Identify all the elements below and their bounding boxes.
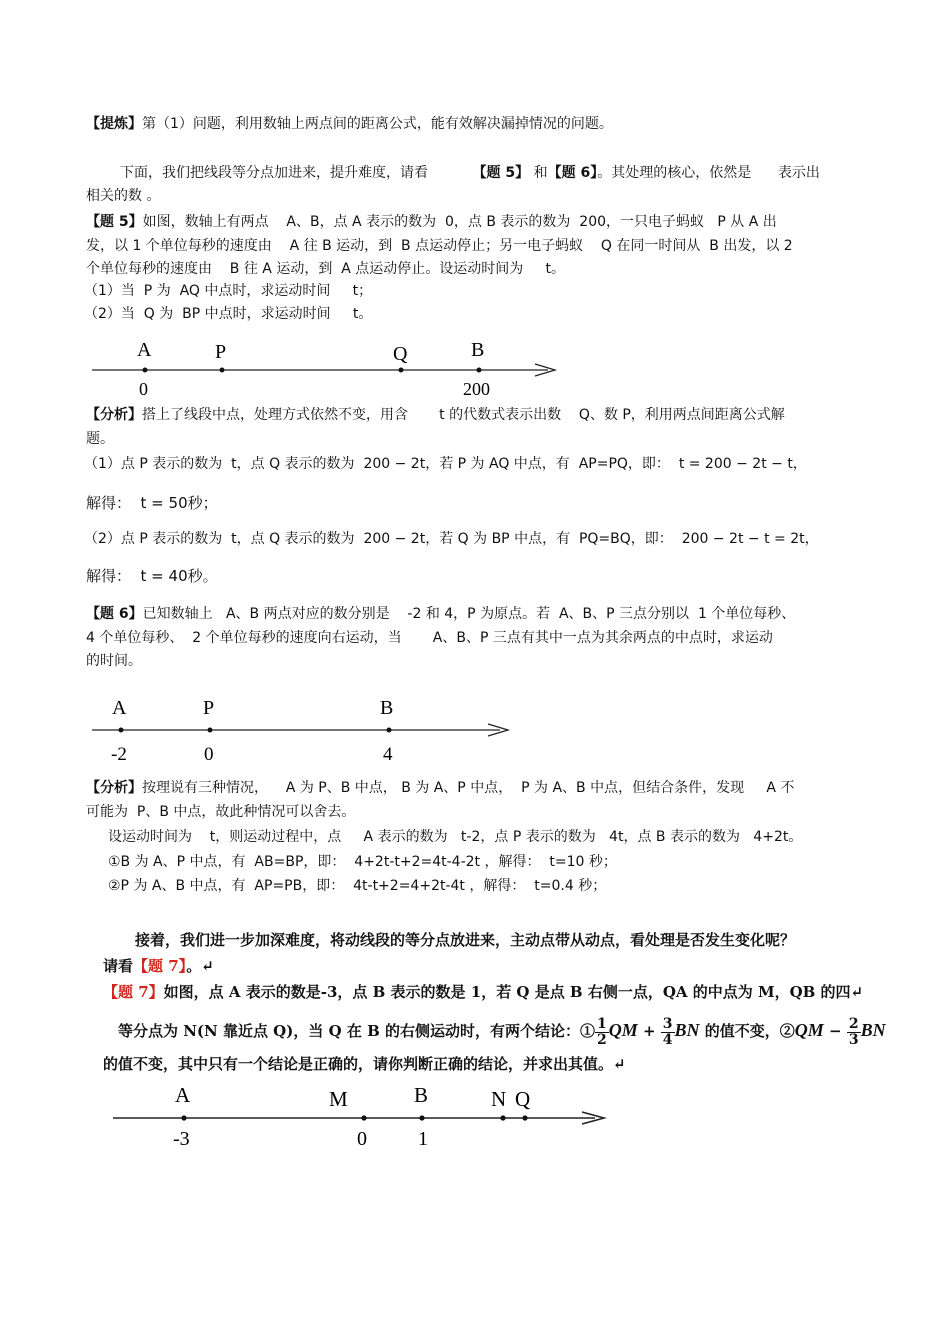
- number-line-1: [0, 335, 950, 405]
- a6-line5: ②P 为 A、B 中点，有 AP=PB，即： 4t-t+2=4+2t-4t ，解得： t=0.4 秒；: [108, 878, 607, 894]
- q5-line1: [86, 212, 777, 232]
- axis1-point-q: [399, 368, 404, 373]
- axis3-label-q: Q: [515, 1087, 531, 1111]
- a5-text1: 搭上了线段中点，处理方式依然不变，用含 t 的代数式表示出数 Q、数 P，利用两点间距离公式解: [142, 407, 785, 423]
- axis2-label-b: B: [380, 697, 394, 719]
- axis2-point-p: [208, 728, 213, 733]
- q6-line2: 4 个单位每秒、 2 个单位每秒的速度向右运动，当 A、B、P 三点有其中一点为其余两点的中点时，求运动: [86, 630, 773, 646]
- intro-q6-ref: 【题 6】: [547, 165, 598, 181]
- plus-sign: +: [637, 1022, 661, 1040]
- axis3-point-n: [500, 1115, 505, 1120]
- axis1-label-a: A: [137, 339, 152, 361]
- sec7-end: 。↵: [186, 957, 214, 975]
- sec7-line5: 的值不变，其中只有一个结论是正确的，请你判断正确的结论，并求出其值。↵: [103, 1055, 626, 1073]
- q5-sub2: （2）当 Q 为 BP 中点时，求运动时间 t。: [84, 306, 373, 322]
- fraction-three-quarters: [661, 1017, 675, 1048]
- a5-r2: 解得： t = 40秒。: [86, 567, 218, 585]
- axis1-point-a: [143, 368, 148, 373]
- sec7-see: 请看: [103, 957, 134, 975]
- tilian-text: 第（1）问题，利用数轴上两点间的距离公式，能有效解决漏掉情况的问题。: [142, 116, 613, 132]
- frac3-num: 2: [848, 1015, 859, 1032]
- a5-p1: （1）点 P 表示的数为 t，点 Q 表示的数为 200 − 2t，若 P 为 AQ 中点，有 AP=PQ，即： t = 200 − 2t − t，: [84, 456, 807, 472]
- a6-tag: 【分析】: [86, 780, 142, 796]
- qm-term: QM: [608, 1020, 638, 1040]
- sec7-line4: [118, 1012, 886, 1049]
- intro-line1: [120, 163, 820, 183]
- axis3-label-n: N: [491, 1087, 507, 1111]
- q5-text1: 如图，数轴上有两点 A、B，点 A 表示的数为 0，点 B 表示的数为 200，一只电子蚂蚁 P 从 A 出: [142, 214, 777, 230]
- minus-sign: −: [823, 1022, 847, 1040]
- fraction-one-half: [595, 1017, 609, 1048]
- q7-text1: 如图，点 A 表示的数是-3，点 B 表示的数是 1，若 Q 是点 B 右侧一点，QA 的中点为 M，QB 的四↵: [163, 983, 864, 1001]
- axis2-point-a: [119, 728, 124, 733]
- a6-line1: [86, 778, 794, 798]
- intro-tail: 。其处理的核心，依然是 表示出: [597, 165, 820, 181]
- intro-and: 和: [533, 165, 548, 181]
- a5-line1: [86, 405, 785, 425]
- axis1-point-b: [477, 368, 482, 373]
- frac2-den: 4: [662, 1031, 673, 1048]
- q6-line3: 的时间。: [86, 653, 142, 669]
- q5-sub1: （1）当 P 为 AQ 中点时，求运动时间 t；: [84, 283, 373, 299]
- axis3-value-a: -3: [173, 1128, 190, 1150]
- axis1-label-q: Q: [393, 343, 408, 365]
- axis3-label-b: B: [414, 1083, 429, 1107]
- fraction-two-thirds: [847, 1017, 861, 1048]
- tilian-line: [86, 114, 613, 134]
- q7-text2: 等分点为 N(N 靠近点 Q)，当 Q 在 B 的右侧运动时，有两个结论：①: [118, 1022, 595, 1040]
- frac1-num: 1: [597, 1015, 607, 1032]
- number-line-3: [0, 1080, 950, 1160]
- a5-r1: 解得： t = 50秒；: [86, 494, 218, 512]
- sec7-q7-ref: 【题 7】: [133, 957, 187, 975]
- a5-tag: 【分析】: [86, 407, 142, 423]
- q6-line1: [86, 604, 795, 624]
- axis3-value-b: 1: [418, 1128, 428, 1150]
- axis2-value-a: -2: [111, 744, 127, 765]
- sec7-line3: [103, 982, 863, 1002]
- sec7-line2: [103, 956, 214, 976]
- axis1-value-a: 0: [139, 379, 148, 399]
- axis3-label-a: A: [175, 1083, 191, 1107]
- a5-line2: 题。: [86, 431, 114, 447]
- frac3-den: 3: [848, 1031, 859, 1048]
- a6-line3: 设运动时间为 t，则运动过程中，点 A 表示的数为 t-2，点 P 表示的数为 4t，点 B 表示的数为 4+2t。: [108, 829, 803, 845]
- axis2-value-b: 4: [383, 744, 393, 765]
- q5-tag: 【题 5】: [86, 214, 143, 230]
- bn-term-2: BN: [860, 1020, 886, 1040]
- axis2-label-p: P: [203, 697, 215, 719]
- axis2-point-b: [387, 728, 392, 733]
- axis3-point-b: [419, 1115, 424, 1120]
- q6-tag: 【题 6】: [86, 606, 143, 622]
- bn-term: BN: [674, 1020, 700, 1040]
- sec7-line1: 接着，我们进一步加深难度，将动线段的等分点放进来，主动点带从动点，看处理是否发生变化呢？: [135, 931, 796, 949]
- number-line-2: [0, 690, 950, 770]
- axis2-value-p: 0: [204, 744, 214, 765]
- tilian-tag: 【提炼】: [86, 116, 142, 132]
- intro-q5-ref: 【题 5】: [472, 165, 530, 181]
- axis3-point-q: [522, 1115, 527, 1120]
- q6-text1: 已知数轴上 A、B 两点对应的数分别是 -2 和 4，P 为原点。若 A、B、P 三点分别以 1 个单位每秒、: [142, 606, 796, 622]
- frac1-den: 2: [597, 1031, 607, 1048]
- q7-tag: 【题 7】: [103, 983, 164, 1001]
- axis2-label-a: A: [112, 697, 127, 719]
- axis1-label-b: B: [471, 339, 485, 361]
- axis3-value-m: 0: [357, 1128, 367, 1150]
- intro-text: 下面，我们把线段等分点加进来，提升难度，请看: [120, 165, 428, 181]
- q5-line2: 发，以 1 个单位每秒的速度由 A 往 B 运动，到 B 点运动停止；另一电子蚂蚁 Q 在同一时间从 B 出发，以 2: [86, 238, 793, 254]
- a5-p2: （2）点 P 表示的数为 t，点 Q 表示的数为 200 − 2t，若 Q 为 BP 中点，有 PQ=BQ，即： 200 − 2t − t = 2t，: [84, 531, 819, 547]
- a6-text1: 按理说有三种情况， A 为 P、B 中点， B 为 A、P 中点， P 为 A、B 中点，但结合条件，发现 A 不: [142, 780, 795, 796]
- frac2-num: 3: [662, 1015, 673, 1032]
- axis1-point-p: [220, 368, 225, 373]
- qm-term-2: QM: [794, 1020, 824, 1040]
- q7-text3: 的值不变，②: [699, 1022, 795, 1040]
- a6-line4: ①B 为 A、P 中点，有 AB=BP，即： 4+2t-t+2=4t-4-2t ，解得： t=10 秒；: [108, 854, 617, 870]
- q5-line3: 个单位每秒的速度由 B 往 A 运动，到 A 点运动停止。设运动时间为 t。: [86, 261, 565, 277]
- axis1-label-p: P: [215, 341, 227, 363]
- axis3-label-m: M: [329, 1087, 348, 1111]
- axis1-value-b: 200: [463, 379, 490, 399]
- a6-line2: 可能为 P、B 中点，故此种情况可以舍去。: [86, 804, 356, 820]
- axis3-point-a: [181, 1115, 186, 1120]
- axis3-point-m: [361, 1115, 366, 1120]
- intro-line2: 相关的数 。: [86, 188, 161, 204]
